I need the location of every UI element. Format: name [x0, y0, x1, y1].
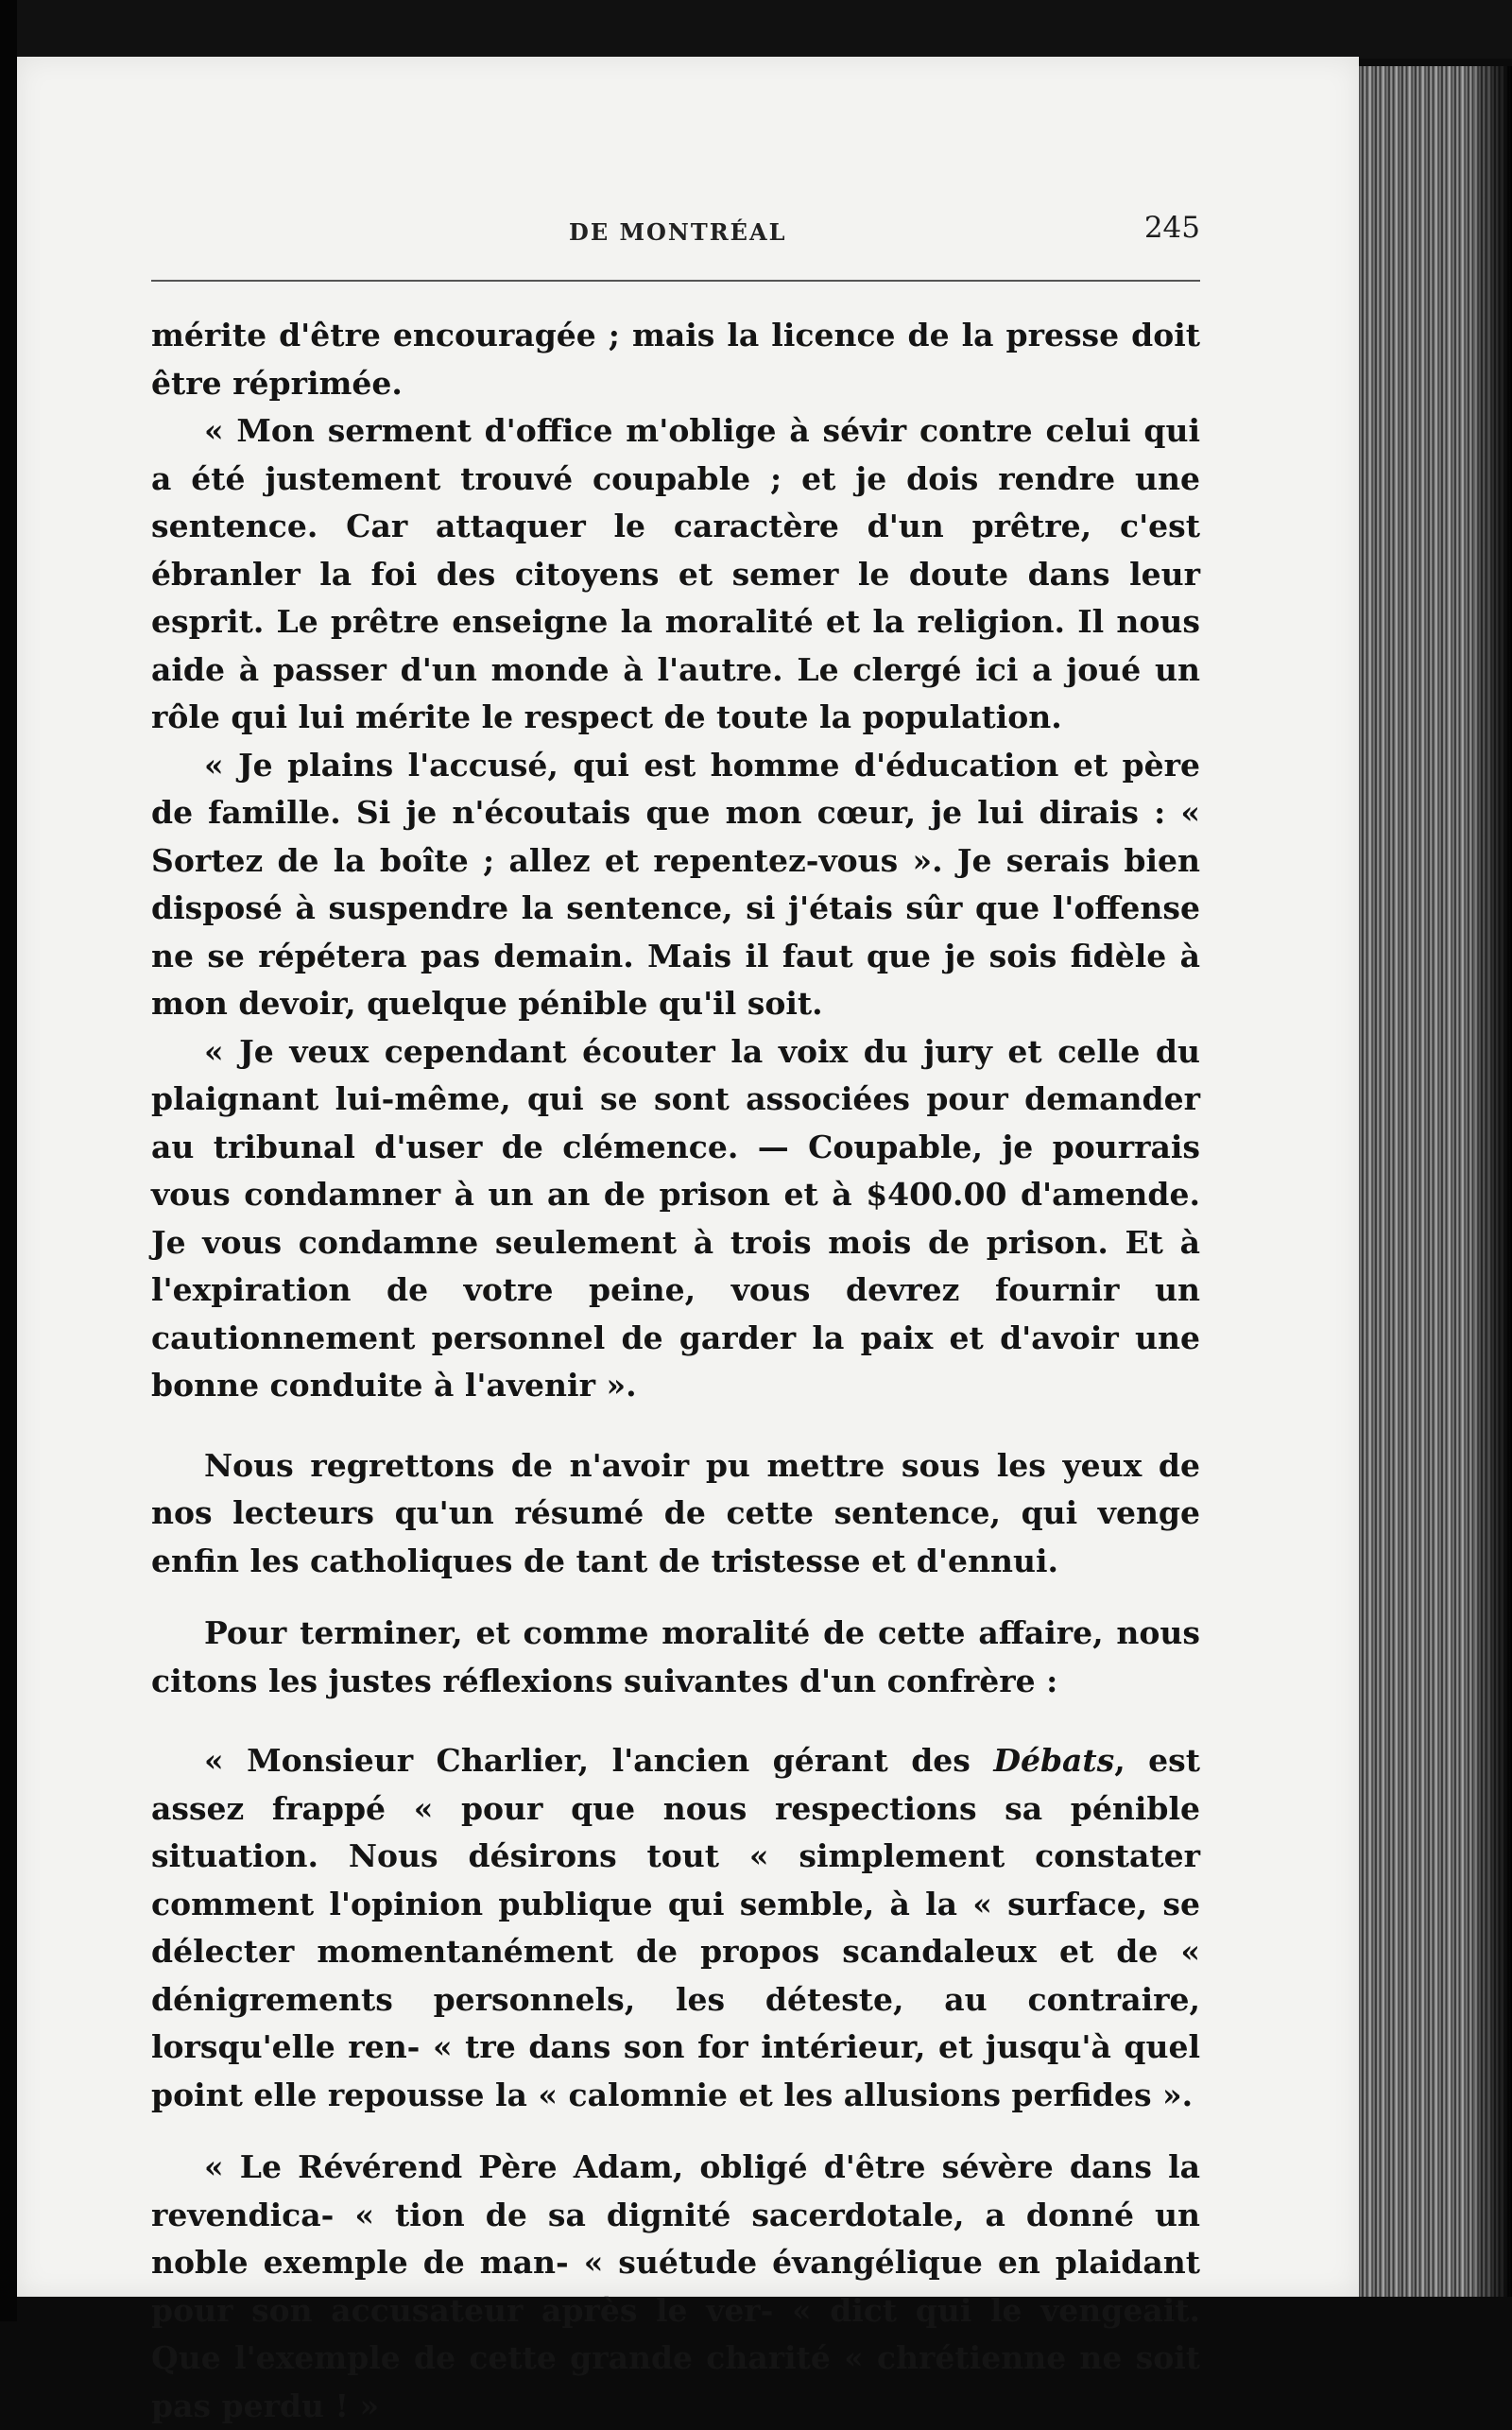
- running-head: DE MONTRÉAL: [569, 218, 787, 246]
- scan-left-edge: [0, 0, 17, 2321]
- paragraph-7-end: , est assez frappé « pour que nous respections sa pénible situation. Nous désirons tout « simplement constater comment l'opinion publique qui semble, à la « surface, se délecter momentanément de propos scandaleux et de « dénigrements personnels, les déteste, au contraire, lorsqu'elle ren- « tre dans son for intérieur, et jusqu'à quel point elle repousse la « calomnie et les allusions perfides ».: [151, 1742, 1200, 2113]
- paragraph-7: [151, 1737, 1200, 2119]
- page-header: [142, 211, 1200, 249]
- paragraph-5: Nous regrettons de n'avoir pu mettre sous les yeux de nos lecteurs qu'un résumé de cette sentence, qui venge enfin les catholiques de tant de tristesse et d'ennui.: [151, 1446, 1200, 1579]
- paragraph-8: « Le Révérend Père Adam, obligé d'être sévère dans la revendica- « tion de sa dignité sacerdotale, a donné un noble exemple de man- « suétude évangélique en plaidant pour son accusateur après le ver- « dict qui le vengeait. Que l'exemple de cette grande charité « chrétienne ne soit pas perdu ! »: [151, 2148, 1200, 2424]
- paragraph-1: mérite d'être encouragée ; mais la licence de la presse doit être réprimée.: [151, 317, 1200, 402]
- header-rule: [151, 280, 1200, 282]
- book-page-edges: [1353, 66, 1512, 2297]
- paragraph-2: « Mon serment d'office m'oblige à sévir contre celui qui a été justement trouvé coupable ; et je dois rendre une sentence. Car attaquer le caractère d'un prêtre, c'est ébranler la foi des citoyens et semer le doute dans leur esprit. Le prêtre enseigne la moralité et la religion. Il nous aide à passer d'un monde à l'autre. Le clergé ici a joué un rôle qui lui mérite le respect de toute la population.: [151, 412, 1200, 735]
- paragraph-3: « Je plains l'accusé, qui est homme d'éducation et père de famille. Si je n'écoutais que mon cœur, je lui dirais : « Sortez de la boîte ; allez et repentez-vous ». Je serais bien disposé à suspendre la sentence, si j'étais sûr que l'offense ne se répétera pas demain. Mais il faut que je sois fidèle à mon devoir, quelque pénible qu'il soit.: [151, 746, 1200, 1022]
- page-number: 245: [1143, 211, 1200, 245]
- scan-top-margin: [0, 0, 1512, 59]
- journal-title: Débats: [993, 1742, 1115, 1779]
- paragraph-4: « Je veux cependant écouter la voix du jury et celle du plaignant lui-même, qui se sont associées pour demander au tribunal d'user de clémence. — Coupable, je pourrais vous condamner à un an de prison et à $400.00 d'amende. Je vous condamne seulement à trois mois de prison. Et à l'expiration de votre peine, vous devrez fournir un cautionnement personnel de garder la paix et d'avoir une bonne conduite à l'avenir ».: [151, 1032, 1200, 1404]
- paragraph-7-start: « Monsieur Charlier, l'ancien gérant des: [204, 1742, 994, 1779]
- paragraph-6: Pour terminer, et comme moralité de cette affaire, nous citons les justes réflexions suivantes d'un confrère :: [151, 1614, 1200, 1699]
- body-text: [151, 312, 1200, 2430]
